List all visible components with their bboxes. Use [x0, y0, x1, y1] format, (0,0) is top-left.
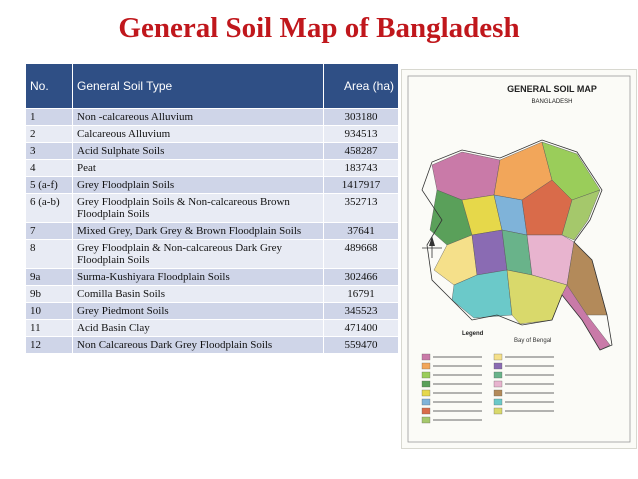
cell-no: 7 [26, 223, 73, 240]
legend-swatch [422, 417, 430, 423]
cell-area: 37641 [324, 223, 399, 240]
cell-soil-type: Calcareous Alluvium [73, 126, 324, 143]
cell-no: 9b [26, 286, 73, 303]
table-row [26, 223, 398, 240]
table-row [26, 286, 398, 303]
table-row [26, 143, 398, 160]
cell-no: 4 [26, 160, 73, 177]
cell-area: 16791 [324, 286, 399, 303]
table-row [26, 177, 398, 194]
cell-no: 2 [26, 126, 73, 143]
cell-area: 303180 [324, 109, 399, 126]
map-legend [422, 354, 554, 423]
table-row [26, 269, 398, 286]
cell-no: 8 [26, 240, 73, 269]
cell-soil-type: Non Calcareous Dark Grey Floodplain Soils [73, 337, 324, 354]
legend-swatch [422, 408, 430, 414]
legend-swatch [494, 354, 502, 360]
table-row [26, 194, 398, 223]
cell-soil-type: Grey Floodplain Soils [73, 177, 324, 194]
cell-area: 345523 [324, 303, 399, 320]
cell-soil-type: Grey Floodplain Soils & Non-calcareous Brown Floodplain Soils [73, 194, 324, 223]
table-row [26, 337, 398, 354]
legend-swatch [422, 381, 430, 387]
column-header-no: No. [26, 64, 73, 109]
table-body [26, 109, 398, 354]
legend-swatch [422, 372, 430, 378]
cell-area: 934513 [324, 126, 399, 143]
legend-swatch [494, 381, 502, 387]
cell-no: 5 (a-f) [26, 177, 73, 194]
soil-table [26, 64, 398, 353]
table-row [26, 126, 398, 143]
legend-swatch [422, 363, 430, 369]
table-row [26, 109, 398, 126]
cell-soil-type: Peat [73, 160, 324, 177]
legend-swatch [494, 408, 502, 414]
column-header-area: Area (ha) [324, 64, 399, 109]
soil-region [434, 235, 477, 285]
legend-swatch [494, 372, 502, 378]
legend-swatch [494, 399, 502, 405]
cell-soil-type: Acid Sulphate Soils [73, 143, 324, 160]
cell-soil-type: Non -calcareous Alluvium [73, 109, 324, 126]
cell-no: 1 [26, 109, 73, 126]
compass-icon [422, 236, 442, 258]
page-title: General Soil Map of Bangladesh [118, 12, 520, 44]
cell-no: 12 [26, 337, 73, 354]
cell-no: 10 [26, 303, 73, 320]
soil-region [472, 230, 507, 275]
legend-label: Legend [462, 331, 484, 337]
cell-no: 3 [26, 143, 73, 160]
table-row [26, 240, 398, 269]
cell-area: 489668 [324, 240, 399, 269]
cell-area: 1417917 [324, 177, 399, 194]
cell-soil-type: Acid Basin Clay [73, 320, 324, 337]
cell-area: 559470 [324, 337, 399, 354]
table-header-row [26, 64, 398, 109]
cell-soil-type: Grey Floodplain & Non-calcareous Dark Grey Floodplain Soils [73, 240, 324, 269]
cell-no: 9a [26, 269, 73, 286]
cell-area: 458287 [324, 143, 399, 160]
legend-swatch [422, 399, 430, 405]
map-soil-regions [430, 142, 610, 350]
cell-no: 11 [26, 320, 73, 337]
cell-soil-type: Grey Piedmont Soils [73, 303, 324, 320]
cell-no: 6 (a-b) [26, 194, 73, 223]
cell-area: 302466 [324, 269, 399, 286]
cell-soil-type: Surma-Kushiyara Floodplain Soils [73, 269, 324, 286]
cell-area: 471400 [324, 320, 399, 337]
cell-area: 352713 [324, 194, 399, 223]
legend-swatch [422, 354, 430, 360]
bangladesh-map-graphic [402, 70, 636, 448]
column-header-soil-type: General Soil Type [73, 64, 324, 109]
cell-area: 183743 [324, 160, 399, 177]
legend-swatch [494, 390, 502, 396]
table-row [26, 160, 398, 177]
cell-soil-type: Comilla Basin Soils [73, 286, 324, 303]
map-title: GENERAL SOIL MAP [507, 84, 597, 94]
sea-label: Bay of Bengal [514, 338, 552, 344]
table-row [26, 320, 398, 337]
cell-soil-type: Mixed Grey, Dark Grey & Brown Floodplain Soils [73, 223, 324, 240]
soil-map-image [401, 69, 637, 449]
legend-swatch [494, 363, 502, 369]
legend-swatch [422, 390, 430, 396]
map-subtitle: BANGLADESH [531, 99, 573, 105]
table-row [26, 303, 398, 320]
